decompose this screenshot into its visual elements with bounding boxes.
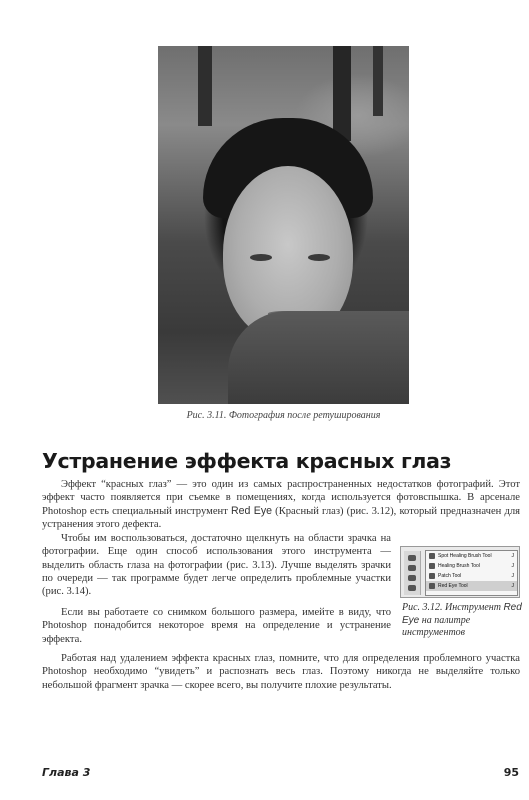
tree-trunk [373, 46, 383, 116]
menu-item-healing-brush[interactable] [426, 561, 517, 571]
toolbar-strip [404, 551, 421, 595]
paragraph-4: Работая над удалением эффекта красных глаз, помните, что для определения проблемного участка Photoshop необходимо “увидеть” и распознать весь глаз. Поэтому никогда не выделяйте только небольшой фрагмент зрачка — скорее всего, вы получите плохие результаты. [42, 653, 520, 691]
menu-item-label: Spot Healing Brush Tool [438, 553, 492, 559]
tree-trunk [198, 46, 212, 126]
tool-icon [408, 555, 416, 561]
tool-icon [408, 565, 416, 571]
section-heading: Устранение эффекта красных глаз [42, 449, 452, 473]
tree-trunk [333, 46, 351, 141]
red-eye-icon [429, 583, 435, 589]
menu-item-patch[interactable] [426, 571, 517, 581]
brush-icon [429, 563, 435, 569]
caption-suffix: на палитре инструментов [402, 614, 471, 638]
menu-item-label: Red Eye Tool [438, 583, 468, 589]
tool-icon [408, 585, 416, 591]
menu-item-label: Healing Brush Tool [438, 563, 480, 569]
figure-caption-3-11: Рис. 3.11. Фотография после ретуширования [186, 410, 381, 421]
tool-flyout-menu [425, 550, 518, 596]
shortcut-key: J [511, 563, 514, 569]
patch-icon [429, 573, 435, 579]
eye [250, 254, 272, 261]
menu-item-red-eye[interactable] [426, 581, 517, 591]
caption-tool-name: Red Eye [402, 602, 522, 626]
paragraph-1-text-start: Эффект “красных глаз” — это один из самых распространенных недостатков фотографий. Этот эффект часто появляется при съемке в помещениях, когда используется фотовспышка. В арсенале Photoshop есть специальный инструмент [42, 479, 520, 517]
tool-icon [408, 575, 416, 581]
caption-prefix: Рис. 3.12. Инструмент [402, 602, 504, 613]
chapter-label: Глава 3 [42, 766, 91, 779]
eye [308, 254, 330, 261]
paragraph-3: Если вы работаете со снимком большого размера, имейте в виду, что Photoshop понадобится некоторое время на определение и устранение эффекта. [42, 607, 391, 645]
paragraph-1 [42, 478, 520, 531]
page-number: 95 [503, 766, 519, 779]
tool-name-red-eye: Red Eye [230, 504, 273, 517]
shortcut-key: J [511, 583, 514, 589]
bandage-icon [429, 553, 435, 559]
tool-palette-figure [400, 546, 520, 598]
shortcut-key: J [511, 553, 514, 559]
paragraph-1-text-end: (Красный глаз) (рис. 3.12), который предназначен для устранения этого дефекта. [42, 505, 520, 530]
figure-caption-3-12 [402, 602, 522, 640]
sweater [228, 311, 409, 404]
menu-item-label: Patch Tool [438, 573, 462, 579]
portrait-photo [158, 46, 409, 404]
menu-item-spot-healing[interactable] [426, 551, 517, 561]
paragraph-2: Чтобы им воспользоваться, достаточно щелкнуть на области зрачка на фотографии. Еще один способ использования этого инструмента — выделить область глаза на фотографии (рис. 3.13). Лучше выделять зрачки по очереди — так программе будет легче определить проблемные участки (рис. 3.14). [42, 533, 391, 598]
shortcut-key: J [511, 573, 514, 579]
